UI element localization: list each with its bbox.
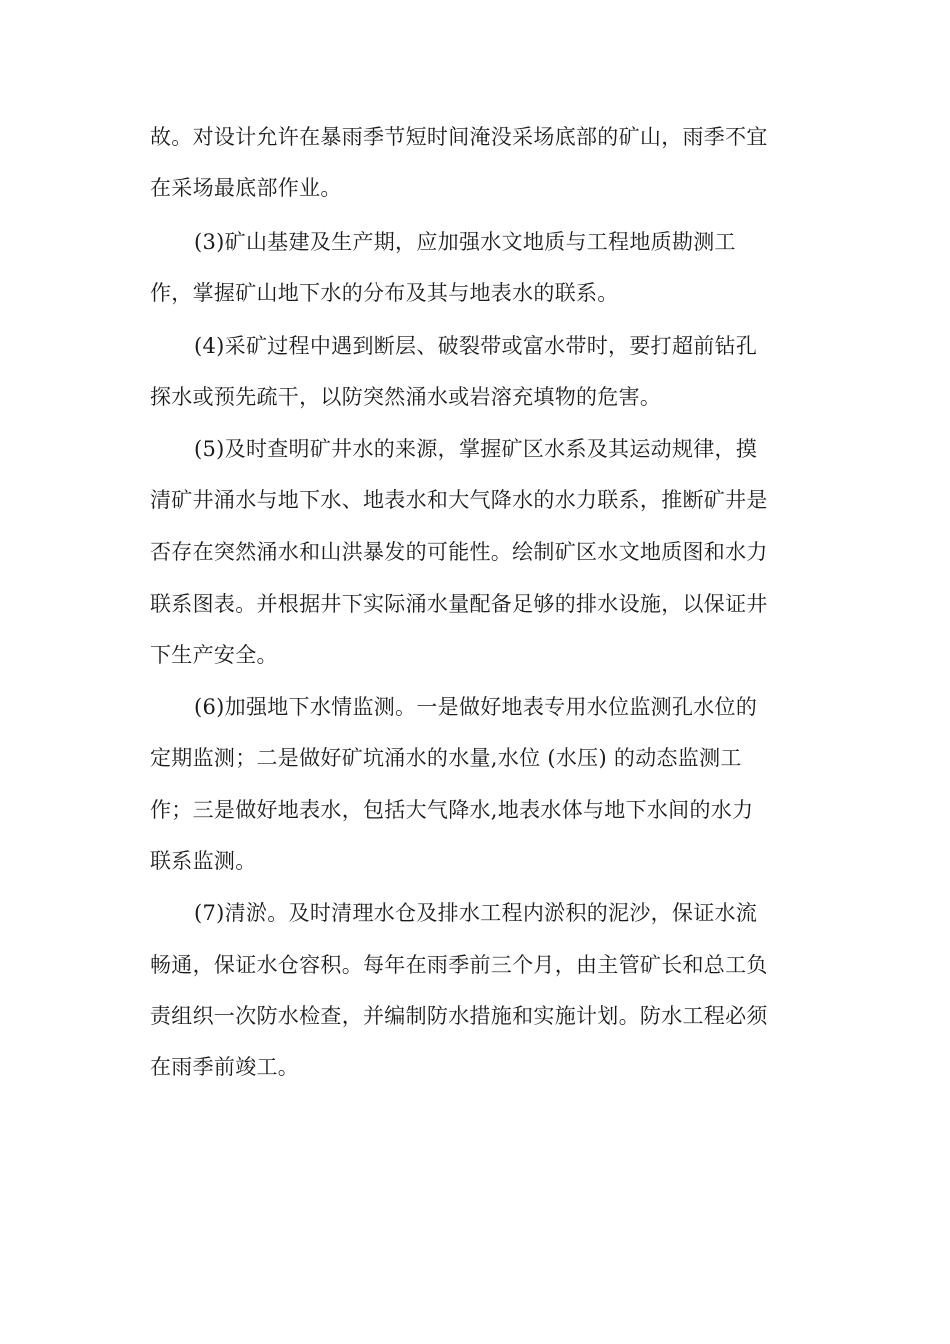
- text-line-2: 在采场最底部作业。: [150, 176, 342, 200]
- paragraph-7-line-1: (7)清淤。及时清理水仓及排水工程内淤积的泥沙，保证水流: [194, 901, 758, 925]
- paragraph-5-line-1: (5)及时查明矿井水的来源，掌握矿区水系及其运动规律，摸: [194, 437, 758, 461]
- paragraph-4-line-2: 探水或预先疏干，以防突然涌水或岩溶充填物的危害。: [150, 385, 662, 409]
- paragraph-7-line-2: 畅通，保证水仓容积。每年在雨季前三个月，由主管矿长和总工负: [150, 953, 768, 977]
- paragraph-5-line-2: 清矿井涌水与地下水、地表水和大气降水的水力联系，推断矿井是: [150, 488, 768, 512]
- paragraph-5-line-5: 下生产安全。: [150, 643, 278, 667]
- paragraph-5-line-3: 否存在突然涌水和山洪暴发的可能性。绘制矿区水文地质图和水力: [150, 540, 768, 564]
- paragraph-7-line-3: 责组织一次防水检查，并编制防水措施和实施计划。防水工程必须: [150, 1004, 768, 1028]
- paragraph-7-line-4: 在雨季前竣工。: [150, 1055, 300, 1079]
- paragraph-6-line-4: 联系监测。: [150, 849, 257, 873]
- paragraph-6-line-3: 作；三是做好地表水，包括大气降水,地表水体与地下水间的水力: [150, 798, 754, 822]
- paragraph-6-line-2: 定期监测；二是做好矿坑涌水的水量,水位 (水压) 的动态监测工: [150, 746, 742, 770]
- paragraph-4-line-1: (4)采矿过程中遇到断层、破裂带或富水带时，要打超前钻孔: [194, 334, 758, 358]
- paragraph-5-line-4: 联系图表。并根据井下实际涌水量配备足够的排水设施，以保证井: [150, 592, 768, 616]
- paragraph-6-line-1: (6)加强地下水情监测。一是做好地表专用水位监测孔水位的: [194, 695, 758, 719]
- text-line-1: 故。对设计允许在暴雨季节短时间淹没采场底部的矿山，雨季不宜: [150, 125, 768, 149]
- paragraph-3-line-2: 作，掌握矿山地下水的分布及其与地表水的联系。: [150, 281, 619, 305]
- paragraph-3-line-1: (3)矿山基建及生产期，应加强水文地质与工程地质勘测工: [194, 230, 736, 254]
